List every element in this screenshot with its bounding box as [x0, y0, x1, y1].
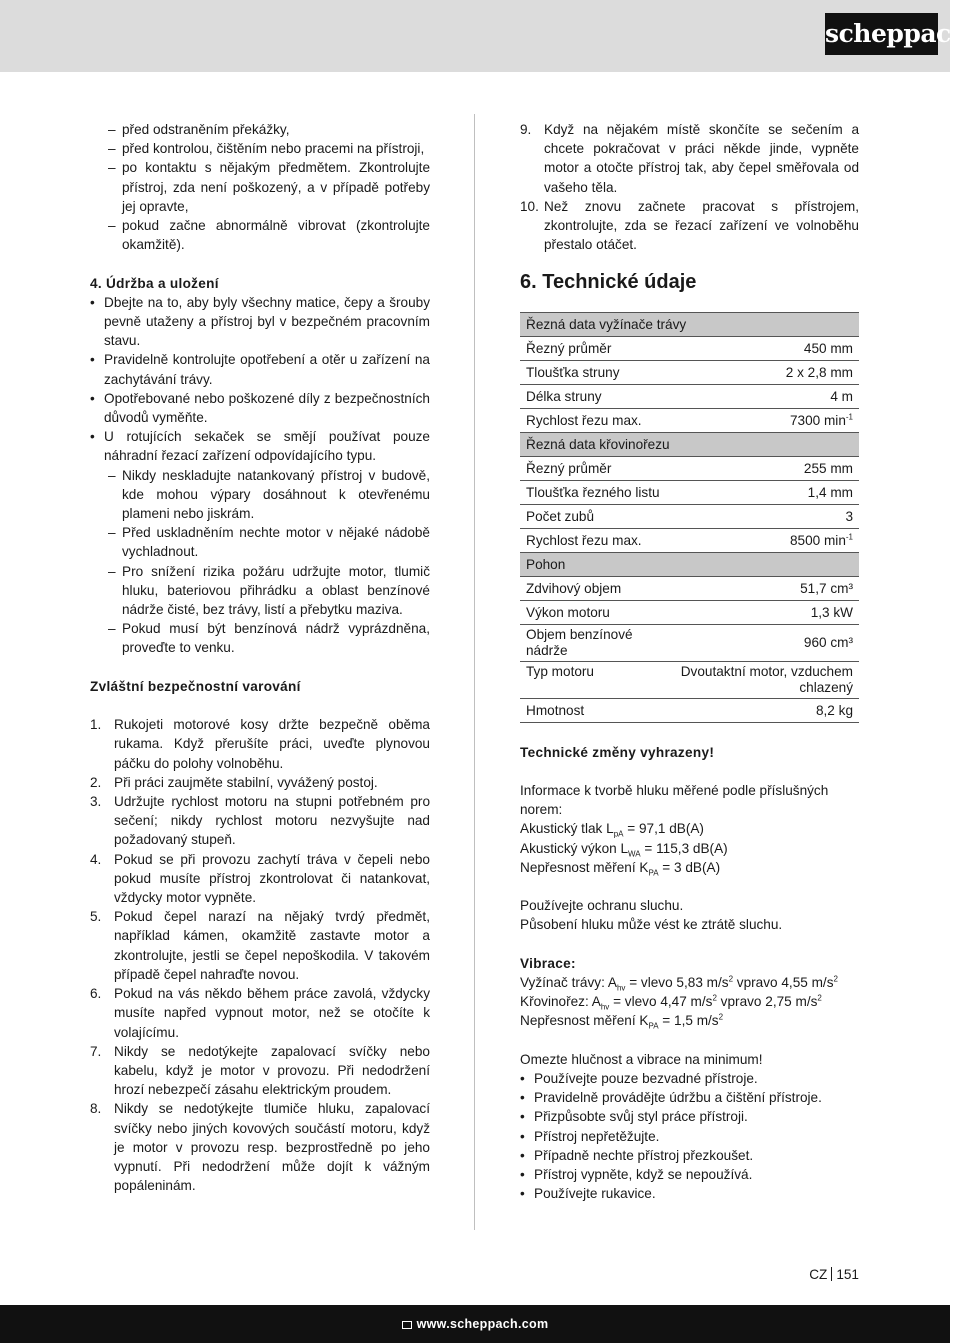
table-row: Řezný průměr 255 mm	[520, 457, 859, 481]
table-row: Řezný průměr 450 mm	[520, 337, 859, 361]
spec-table	[520, 312, 859, 723]
tech-changes-note: Technické změny vyhrazeny!	[520, 744, 715, 760]
website-link[interactable]: www.scheppach.com	[416, 1317, 549, 1331]
table-row: Tloušťka struny 2 x 2,8 mm	[520, 361, 859, 385]
list-item: 9. Když na nějakém místě skončíte se sečením a chcete pokračovat v práci někde jinde, vypněte motor a otočte přístroj tak, aby čepel směřovala od vašeho těla.	[520, 122, 859, 195]
table-group-row: Řezná data křovinořezu	[520, 433, 859, 457]
list-item: – Pro snížení rizika požáru udržujte motor, tlumič hluku, bateriovou přihrádku a oblast benzínové nádrže čisté, bez trávy, listí a přebytku maziva.	[108, 563, 430, 618]
hearing-warning: Působení hluku může vést ke ztrátě sluchu.	[520, 917, 783, 933]
list-item: • Dbejte na to, aby byly všechny matice, čepy a šrouby pevně utaženy a přístroj byl v bezpečném pracovním stavu.	[90, 294, 430, 349]
table-row: Rychlost řezu max. 8500 $\min^{-1}$	[520, 529, 859, 553]
computer-icon	[402, 1321, 412, 1329]
table-row: Výkon motoru 1,3 kW	[520, 601, 859, 625]
list-item: – po kontaktu s nějakým předmětem. Zkontrolujte přístroj, zda není poškozený, a v případě potřeby jej opravte,	[108, 160, 430, 214]
page-number: CZ 151	[809, 1267, 859, 1282]
table-row: Objem benzínové nádrže 960 cm³	[520, 625, 859, 662]
list-item: 7. Nikdy se nedotýkejte zapalovací svíčky nebo kabelu, když je motor v provozu. Při nedodržení hrozí nebezpečí zásahu elektrickým proudem.	[90, 1043, 430, 1098]
noise-uncertainty: Nepřesnost měření $K_{PA} = 3$ dB(A)	[520, 859, 721, 878]
section-heading-maintenance: 4. Údržba a uložení	[90, 275, 219, 291]
footer-bar	[0, 1305, 950, 1343]
list-item: • Opotřebované nebo poškozené díly z bezpečnostních důvodů vyměňte.	[90, 390, 430, 426]
vibration-trimmer: Vyžínač trávy: $A_{hv}$ = vlevo 5,83 $m/s^2$ vpravo 4,55 $m/s^2$	[520, 974, 838, 993]
list-item: – Pokud musí být benzínová nádrž vyprázdněna, proveďte to venku.	[108, 621, 430, 656]
table-row: Počet zubů 3	[520, 505, 859, 529]
table-row: Rychlost řezu max. 7300 $\min^{-1}$	[520, 409, 859, 433]
noise-pressure: Akustický tlak $L_{pA} = 97,1$ dB(A)	[520, 821, 704, 840]
list-item: – Před uskladněním nechte motor v nějaké nádobě vychladnout.	[108, 525, 430, 560]
noise-intro: Informace k tvorbě hluku měřené podle příslušných norem:	[520, 783, 829, 818]
noise-power: Akustický výkon $L_{WA} = 115,3$ dB(A)	[520, 840, 728, 859]
left-column	[90, 120, 430, 1195]
list-item: 2. Při práci zaujměte stabilní, vyvážený postoj.	[90, 774, 378, 790]
list-item: • Pravidelně provádějte údržbu a čištění přístroje.	[520, 1090, 822, 1106]
list-item: 5. Pokud čepel narazí na nějaký tvrdý předmět, například kámen, okamžitě zastavte motor a zkontrolujte, jestli se čepel nepoškodila. V takovém případě čepel nahraďte novou.	[90, 909, 430, 982]
vibration-uncertainty: Nepřesnost měření $K_{PA} = 1,5$ $m/s^2$	[520, 1012, 724, 1032]
vibration-heading: Vibrace:	[520, 955, 576, 971]
section-heading-warnings: Zvláštní bezpečnostní varování	[90, 678, 301, 694]
list-item: 6. Pokud na vás někdo během práce zavolá, vždycky musíte napřed vypnout motor, než se otočíte k volajícímu.	[90, 986, 430, 1040]
scheppach-logo: scheppach	[825, 13, 938, 55]
header-band	[0, 0, 950, 72]
table-group-row: Pohon	[520, 553, 859, 577]
table-row: Zdvihový objem 51,7 cm³	[520, 577, 859, 601]
list-item: • Používejte pouze bezvadné přístroje.	[520, 1071, 758, 1086]
table-group-row: Řezná data vyžínače trávy	[520, 313, 859, 337]
table-row: Hmotnost 8,2 kg	[520, 699, 859, 723]
list-item: 1. Rukojeti motorové kosy držte bezpečně oběma rukama. Když přerušíte práci, uveďte plynovou páčku do polohy volnoběhu.	[90, 717, 430, 771]
list-item: – Nikdy neskladujte natankovaný přístroj v budově, kde mohou výpary dosáhnout k otevřenému plameni nebo jiskrám.	[108, 467, 430, 522]
list-item: • Případně nechte přístroj přezkoušet.	[520, 1147, 754, 1163]
right-column	[520, 120, 859, 1203]
section-heading-technical-data: 6. Technické údaje	[520, 271, 697, 294]
list-item: • U rotujících sekaček se smějí používat pouze náhradní řezací zařízení odpovídajícího typu.	[90, 429, 430, 464]
list-item: • Přístroj vypněte, když se nepoužívá.	[520, 1167, 753, 1183]
table-row: Typ motoru Dvoutaktní motor, vzduchem chlazený	[520, 662, 859, 699]
list-item: • Přizpůsobte svůj styl práce přístroji.	[520, 1109, 748, 1125]
list-item: • Přístroj nepřetěžujte.	[520, 1128, 660, 1144]
table-row: Tloušťka řezného listu 1,4 mm	[520, 481, 859, 505]
list-item: 8. Nikdy se nedotýkejte tlumiče hluku, zapalovací svíčky nebo jiných kovových součástí motoru, když je motor v provozu resp. bezprostředně po jeho vypnutí. Při nedodržení může dojít k vážným popáleninám.	[90, 1101, 430, 1194]
table-row: Délka struny 4 m	[520, 385, 859, 409]
hearing-protection: Používejte ochranu sluchu.	[520, 898, 684, 914]
list-item: • Pravidelně kontrolujte opotřebení a otěr u zařízení na zachytávání trávy.	[90, 352, 430, 387]
list-item: – pokud začne abnormálně vibrovat (zkontrolujte okamžitě).	[108, 218, 430, 253]
column-divider	[474, 114, 475, 1230]
list-item: 3. Udržujte rychlost motoru na stupni potřebném pro sečení; nikdy rychlost motoru nezvyšujte nad požadovaný stupeň.	[90, 794, 430, 848]
list-item: 10. Než znovu začnete pracovat s přístrojem, zkontrolujte, zda se řezací zařízení ve volnoběhu přestalo otáčet.	[520, 198, 859, 253]
list-item: – před odstraněním překážky,	[108, 122, 290, 137]
list-item: • Používejte rukavice.	[520, 1186, 656, 1202]
minimize-heading: Omezte hlučnost a vibrace na minimum!	[520, 1051, 763, 1067]
list-item: 4. Pokud se při provozu zachytí tráva v čepeli nebo pokud musíte přístroj zkontrolovat či natankovat, vždycky motor vypněte.	[90, 851, 430, 906]
list-item: – před kontrolou, čištěním nebo pracemi na přístroji,	[108, 141, 425, 157]
vibration-brushcutter: Křovinořez: $A_{hv}$ = vlevo 4,47 $m/s^2$ vpravo 2,75 $m/s^2$	[520, 993, 822, 1012]
